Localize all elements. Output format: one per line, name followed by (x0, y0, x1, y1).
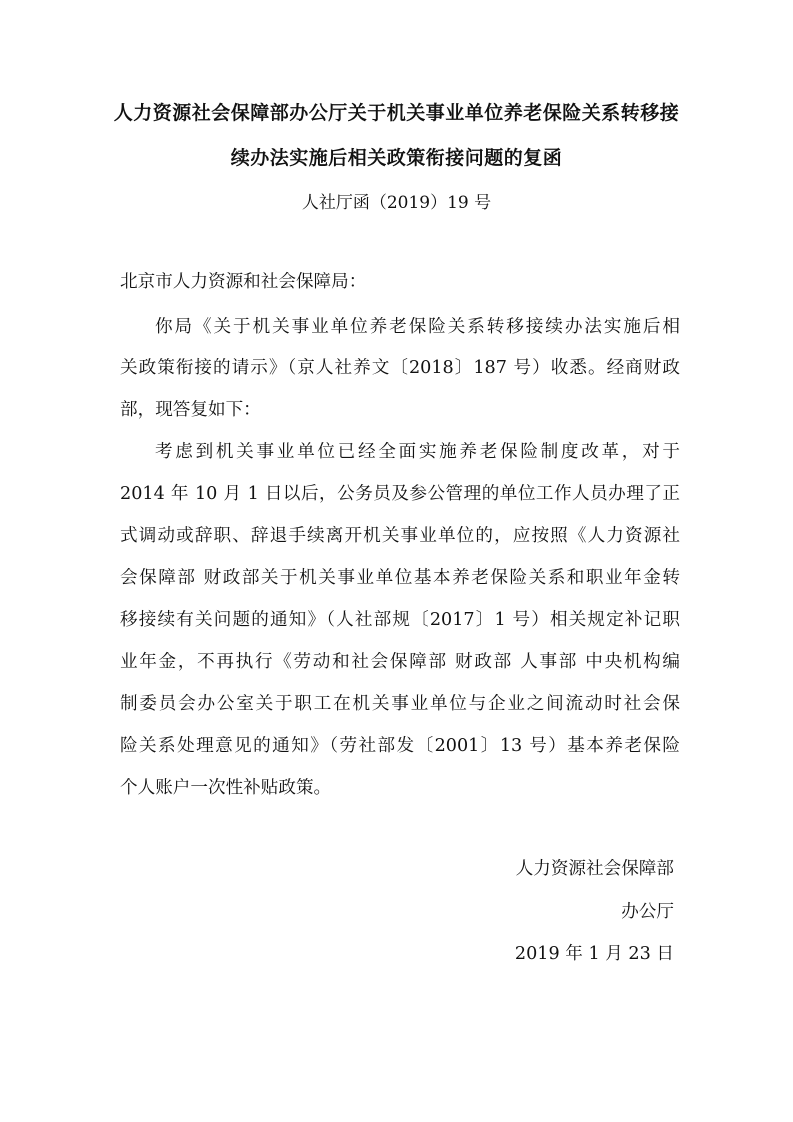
signature-office: 办公厅 (621, 902, 674, 922)
paragraph-1-line: 部，现答复如下： (120, 400, 261, 420)
paragraph-1-line: 关政策衔接的请示》（京人社养文〔2018〕187 号）收悉。经商财政 (120, 358, 680, 378)
signature-date: 2019 年 1 月 23 日 (514, 944, 674, 964)
document-title-line-2: 续办法实施后相关政策衔接问题的复函 (230, 147, 563, 169)
paragraph-2-line: 险关系处理意见的通知》（劳社部发〔2001〕13 号）基本养老保险 (120, 736, 680, 756)
paragraph-2-line: 制委员会办公室关于职工在机关事业单位与企业之间流动时社会保 (120, 694, 680, 714)
paragraph-2-line: 会保障部 财政部关于机关事业单位基本养老保险关系和职业年金转 (120, 568, 680, 588)
paragraph-1-line: 你局《关于机关事业单位养老保险关系转移接续办法实施后相 (155, 317, 680, 337)
signature-organization: 人力资源社会保障部 (515, 859, 674, 879)
paragraph-2-line: 业年金，不再执行《劳动和社会保障部 财政部 人事部 中央机构编 (120, 652, 680, 672)
paragraph-2-line: 移接续有关问题的通知》（人社部规〔2017〕1 号）相关规定补记职 (120, 610, 680, 630)
paragraph-2-line: 个人账户一次性补贴政策。 (120, 778, 332, 798)
document-title-line-1: 人力资源社会保障部办公厅关于机关事业单位养老保险关系转移接 (113, 102, 680, 124)
paragraph-2-line: 考虑到机关事业单位已经全面实施养老保险制度改革，对于 (155, 442, 680, 462)
document-number: 人社厅函（2019）19 号 (301, 193, 492, 213)
addressee: 北京市人力资源和社会保障局： (120, 272, 367, 292)
paragraph-2-line: 式调动或辞职、辞退手续离开机关事业单位的，应按照《人力资源社 (120, 526, 680, 546)
paragraph-2-line: 2014 年 10 月 1 日以后，公务员及参公管理的单位工作人员办理了正 (120, 484, 680, 504)
